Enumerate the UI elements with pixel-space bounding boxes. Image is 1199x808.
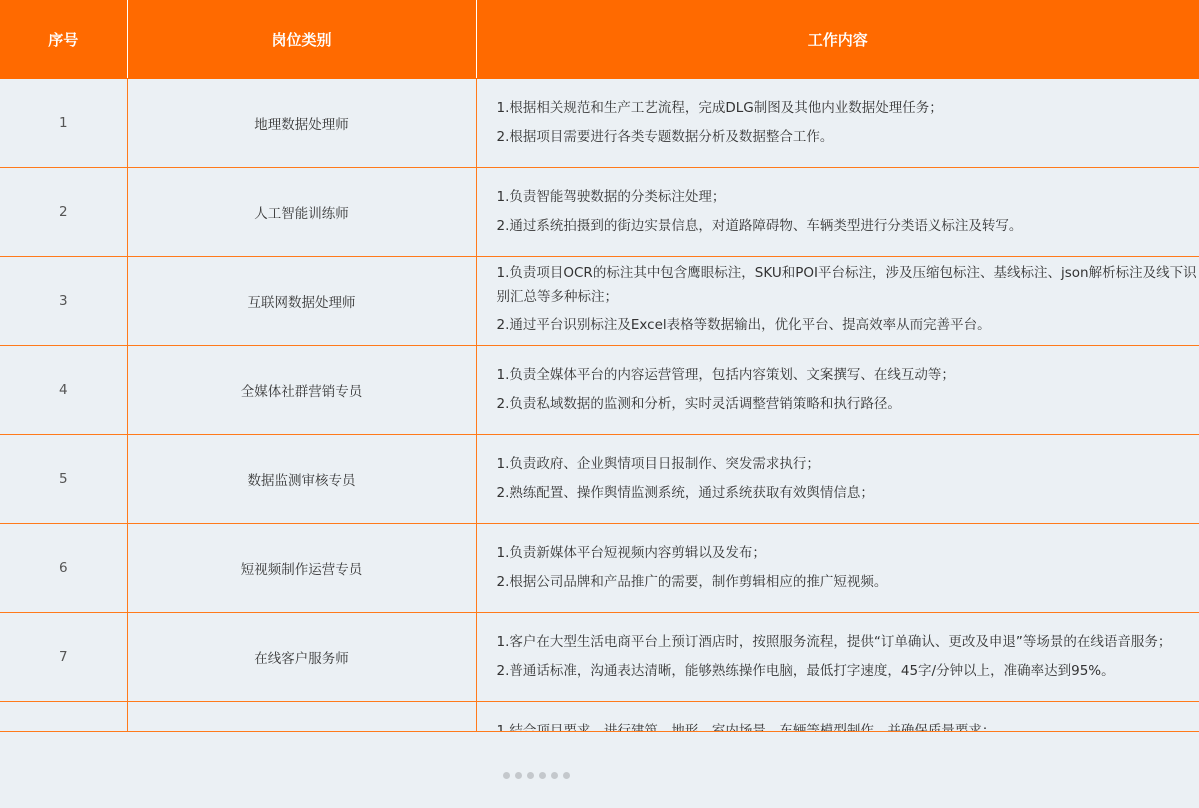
pagination-dot[interactable] bbox=[539, 772, 546, 779]
pagination-dot[interactable] bbox=[563, 772, 570, 779]
content-line: 1.客户在大型生活电商平台上预订酒店时，按照服务流程，提供“订单确认、更改及申退”等场景的在线语音服务； bbox=[496, 634, 1172, 650]
row-role: 全媒体社群营销专员 bbox=[127, 346, 476, 435]
row-index: 3 bbox=[0, 257, 127, 346]
pagination-dots bbox=[503, 772, 570, 779]
header-index: 序号 bbox=[0, 0, 127, 79]
content-line: 2.熟练配置、操作舆情监测系统，通过系统获取有效舆情信息； bbox=[496, 485, 874, 501]
table-row bbox=[0, 168, 1199, 257]
pagination-dot[interactable] bbox=[527, 772, 534, 779]
row-index: 2 bbox=[0, 168, 127, 257]
row-index: 5 bbox=[0, 435, 127, 524]
row-role: 人工智能训练师 bbox=[127, 168, 476, 257]
row-content bbox=[476, 613, 1199, 702]
row-role: 互联网数据处理师 bbox=[127, 257, 476, 346]
row-index: 6 bbox=[0, 524, 127, 613]
content-line: 2.普通话标准，沟通表达清晰，能够熟练操作电脑，最低打字速度，45字/分钟以上，准确率达到95%。 bbox=[496, 663, 1115, 679]
table-row bbox=[0, 257, 1199, 346]
table-row bbox=[0, 435, 1199, 524]
header-role: 岗位类别 bbox=[127, 0, 476, 79]
row-role: 数据监测审核专员 bbox=[127, 435, 476, 524]
table-header-row bbox=[0, 0, 1199, 79]
content-line: 2.通过系统拍摄到的街边实景信息，对道路障碍物、车辆类型进行分类语义标注及转写。 bbox=[496, 218, 1023, 234]
row-content bbox=[476, 257, 1199, 346]
row-content bbox=[476, 346, 1199, 435]
content-line: 1.负责政府、企业舆情项目日报制作、突发需求执行； bbox=[496, 456, 820, 472]
pagination-dot[interactable] bbox=[515, 772, 522, 779]
pagination-dot[interactable] bbox=[551, 772, 558, 779]
row-content bbox=[476, 435, 1199, 524]
table-row bbox=[0, 346, 1199, 435]
table-footer bbox=[0, 731, 1199, 808]
table-row bbox=[0, 79, 1199, 168]
content-line: 2.根据公司品牌和产品推广的需要，制作剪辑相应的推广短视频。 bbox=[496, 574, 888, 590]
content-line: 1.负责智能驾驶数据的分类标注处理； bbox=[496, 189, 726, 205]
row-content bbox=[476, 79, 1199, 168]
table-row bbox=[0, 524, 1199, 613]
row-index: 7 bbox=[0, 613, 127, 702]
row-role: 在线客户服务师 bbox=[127, 613, 476, 702]
row-content bbox=[476, 524, 1199, 613]
pagination-dot[interactable] bbox=[503, 772, 510, 779]
row-role: 短视频制作运营专员 bbox=[127, 524, 476, 613]
content-line: 2.通过平台识别标注及Excel表格等数据输出，优化平台、提高效率从而完善平台。 bbox=[496, 317, 991, 333]
content-line: 2.负责私域数据的监测和分析，实时灵活调整营销策略和执行路径。 bbox=[496, 396, 901, 412]
row-role: 地理数据处理师 bbox=[127, 79, 476, 168]
header-content: 工作内容 bbox=[476, 0, 1199, 79]
content-line: 1.负责全媒体平台的内容运营管理，包括内容策划、文案撰写、在线互动等； bbox=[496, 367, 955, 383]
content-line: 1.根据相关规范和生产工艺流程，完成DLG制图及其他内业数据处理任务； bbox=[496, 100, 943, 116]
content-line: 1.负责新媒体平台短视频内容剪辑以及发布； bbox=[496, 545, 766, 561]
row-index: 1 bbox=[0, 79, 127, 168]
content-line: 2.根据项目需要进行各类专题数据分析及数据整合工作。 bbox=[496, 129, 834, 145]
table-row bbox=[0, 613, 1199, 702]
content-line: 1.负责项目OCR的标注其中包含鹰眼标注，SKU和POI平台标注，涉及压缩包标注、基线标注、json解析标注及线下识别汇总等多种标注； bbox=[496, 265, 1197, 305]
row-index: 4 bbox=[0, 346, 127, 435]
row-content bbox=[476, 168, 1199, 257]
